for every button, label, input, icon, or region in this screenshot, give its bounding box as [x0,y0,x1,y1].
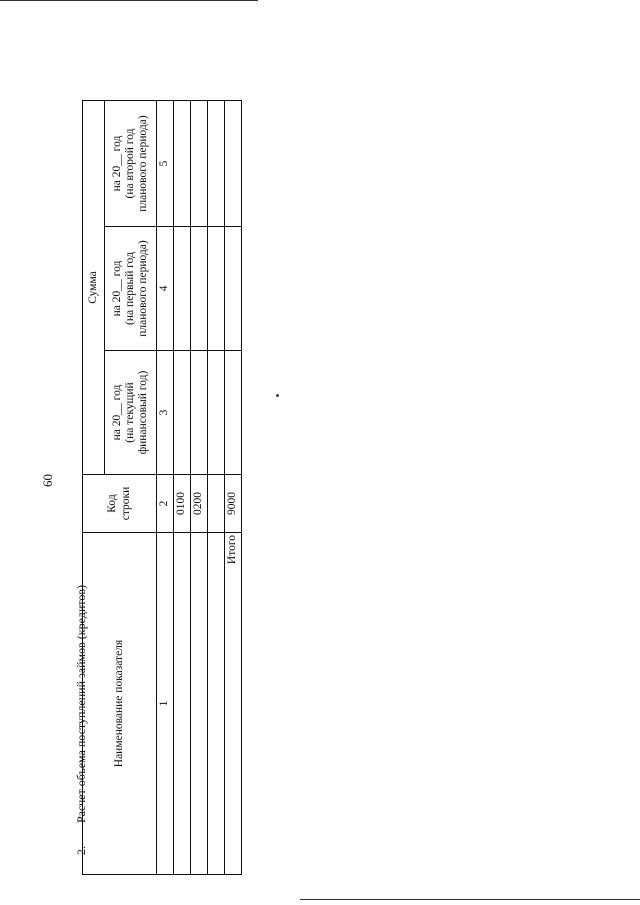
table-row [191,101,208,875]
total-value-col4[interactable] [225,227,242,351]
column-number-4: 4 [157,227,174,351]
row-name-cell[interactable] [174,533,191,875]
row-value-col4[interactable] [191,227,208,351]
page-number: 60 [40,474,55,487]
row-name-cell[interactable] [208,533,225,875]
total-value-col3[interactable] [225,351,242,475]
header-name: Наименование показателя [83,533,157,875]
column-number-row [157,101,174,875]
header-col4: на 20__ год (на первый год планового периода) [105,227,157,351]
header-row-1 [83,101,105,875]
row-code-cell [208,475,225,533]
row-name-cell[interactable] [191,533,208,875]
row-value-col3[interactable] [208,351,225,475]
header-col3: на 20__ год (на текущий финансовый год) [105,351,157,475]
section-number: 2. [74,846,88,855]
section-title: Расчет объема поступлений займов (кредитов) [74,584,88,823]
row-code-cell: 0100 [174,475,191,533]
table-row [174,101,191,875]
header-code: Код строки [83,475,157,533]
header-col5: на 20__ год (на второй год планового периода) [105,101,157,227]
column-number-3: 3 [157,351,174,475]
row-value-col5[interactable] [191,101,208,227]
row-code-cell: 0200 [191,475,208,533]
row-value-col3[interactable] [191,351,208,475]
total-label: Итого [225,533,242,875]
column-number-1: 1 [157,533,174,875]
row-value-col5[interactable] [208,101,225,227]
column-number-5: 5 [157,101,174,227]
row-value-col3[interactable] [174,351,191,475]
total-value-col5[interactable] [225,101,242,227]
row-value-col5[interactable] [174,101,191,227]
total-code: 9000 [225,475,242,533]
loan-receipts-table [82,100,242,875]
row-value-col4[interactable] [174,227,191,351]
total-row [225,101,242,875]
row-value-col4[interactable] [208,227,225,351]
column-number-2: 2 [157,475,174,533]
header-sum: Сумма [83,101,105,475]
loan-receipts-table-wrap [82,100,242,875]
table-row [208,101,225,875]
